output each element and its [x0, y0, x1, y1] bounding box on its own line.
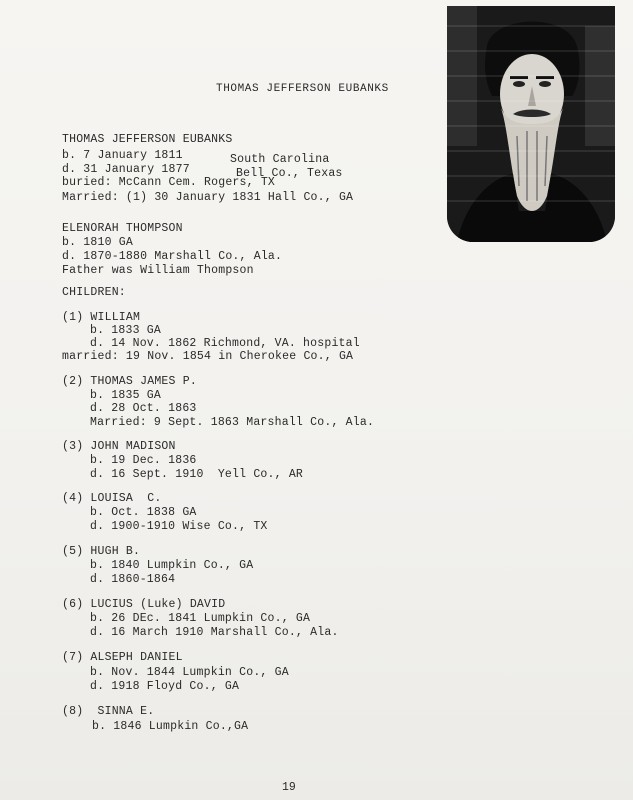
child-detail: b. 19 Dec. 1836	[90, 454, 197, 467]
child-name: (4) LOUISA C.	[62, 492, 162, 505]
father-marriage: Married: (1) 30 January 1831 Hall Co., GA	[62, 191, 354, 204]
child-name: (7) ALSEPH DANIEL	[62, 651, 183, 664]
father-death: d. 31 January 1877	[62, 163, 190, 176]
child-detail: b. 1833 GA	[90, 324, 162, 337]
mother-name: ELENORAH THOMPSON	[62, 222, 183, 235]
portrait-photo	[447, 6, 615, 242]
child-detail: b. 1840 Lumpkin Co., GA	[90, 559, 254, 572]
mother-father-note: Father was William Thompson	[62, 264, 254, 277]
child-detail: d. 16 Sept. 1910 Yell Co., AR	[90, 468, 304, 481]
child-detail: d. 1900-1910 Wise Co., TX	[90, 520, 268, 533]
mother-birth: b. 1810 GA	[62, 236, 134, 249]
child-detail: b. Nov. 1844 Lumpkin Co., GA	[90, 666, 289, 679]
child-detail: d. 28 Oct. 1863	[90, 402, 197, 415]
child-name: (3) JOHN MADISON	[62, 440, 176, 453]
mother-death: d. 1870-1880 Marshall Co., Ala.	[62, 250, 283, 263]
child-detail: Married: 9 Sept. 1863 Marshall Co., Ala.	[90, 416, 375, 429]
child-detail: b. 1846 Lumpkin Co.,GA	[92, 720, 249, 733]
child-name: (5) HUGH B.	[62, 545, 141, 558]
father-birth: b. 7 January 1811	[62, 149, 183, 162]
father-death-place: Bell Co., Texas	[236, 167, 343, 180]
child-detail: married: 19 Nov. 1854 in Cherokee Co., GA	[62, 350, 354, 363]
father-burial: buried: McCann Cem. Rogers, TX	[62, 176, 276, 189]
page-title: THOMAS JEFFERSON EUBANKS	[216, 83, 389, 95]
child-detail: b. 26 DEc. 1841 Lumpkin Co., GA	[90, 612, 311, 625]
page-number: 19	[282, 781, 296, 794]
father-name: THOMAS JEFFERSON EUBANKS	[62, 133, 233, 146]
child-detail: d. 14 Nov. 1862 Richmond, VA. hospital	[90, 337, 360, 350]
child-name: (6) LUCIUS (Luke) DAVID	[62, 598, 226, 611]
children-heading: CHILDREN:	[62, 286, 126, 299]
father-birth-place: South Carolina	[230, 153, 330, 166]
child-name: (2) THOMAS JAMES P.	[62, 375, 197, 388]
child-detail: b. 1835 GA	[90, 389, 162, 402]
child-name: (8) SINNA E.	[62, 705, 155, 718]
child-detail: d. 16 March 1910 Marshall Co., Ala.	[90, 626, 339, 639]
child-detail: b. Oct. 1838 GA	[90, 506, 197, 519]
child-name: (1) WILLIAM	[62, 311, 141, 324]
child-detail: d. 1860-1864	[90, 573, 176, 586]
child-detail: d. 1918 Floyd Co., GA	[90, 680, 240, 693]
